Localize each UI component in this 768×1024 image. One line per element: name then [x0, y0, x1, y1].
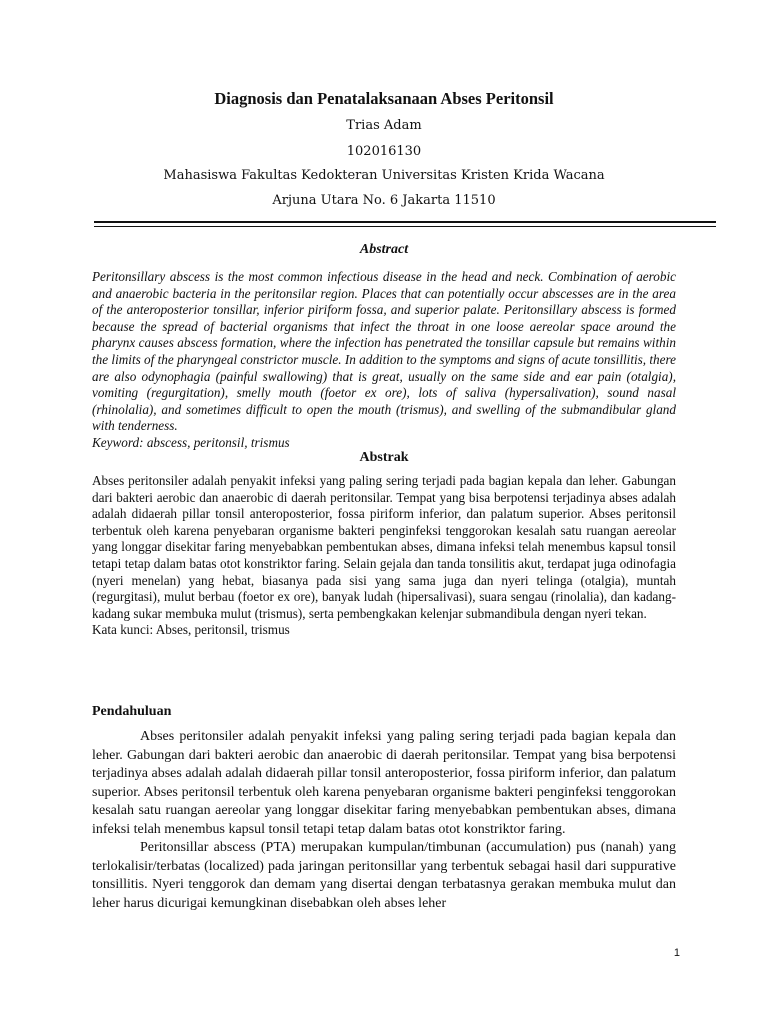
abstract-id-text: Abses peritonsiler adalah penyakit infeksi yang paling sering terjadi pada bagian kepala dan leher. Gabungan dari bakteri aerobic dan anaerobic di daerah peritonsilar. Tempat yang bisa berpotensi terjadinya abses adalah adalah didaerah pillar tonsil anteroposterior, fossa piriform inferior, dan palatum superior. Abses peritonsil terbentuk oleh karena penyebaran organisme bakteri penginfeksi tenggorokan kesalah satu ruangan aereolar yang longgar disekitar faring menyebabkan pembentukan abses, dimana infeksi telah menembus kapsul tonsil tetapi tetap dalam batas otot konstriktor faring. Selain gejala dan tanda tonsilitis akut, terdapat juga odinofagia (nyeri menelan) yang hebat, biasanya pada sisi yang sama juga dan nyeri telinga (otalgia), muntah (regurgitasi), mulut berbau (foetor ex ore), banyak ludah (hipersalivasi), suara sengau (rinolalia), dan kadang-kadang sukar membuka mulut (trismus), serta pembengkakan kelenjar submandibula dengan nyeri tekan.	[92, 473, 676, 621]
header-divider	[94, 221, 716, 223]
affiliation: Mahasiswa Fakultas Kedokteran Universitas Kristen Krida Wacana	[163, 168, 605, 183]
abstract-en-body	[92, 269, 676, 452]
abstract-id-heading: Abstrak	[359, 450, 409, 465]
abstract-id-keywords: Kata kunci: Abses, peritonsil, trismus	[92, 622, 290, 638]
introduction-body	[92, 728, 676, 913]
abstract-id-body	[92, 473, 676, 639]
introduction-paragraph: Peritonsillar abscess (PTA) merupakan kumpulan/timbunan (accumulation) pus (nanah) yang terlokalisir/terbatas (localized) pada jaringan peritonsillar yang terbentuk sebagai hasil dari suppurative tonsillitis. Nyeri tenggorok dan demam yang disertai dengan terbatasnya gerakan membuka mulut dan leher harus dicurigai kemungkinan disebabkan oleh abses leher	[92, 840, 676, 911]
introduction-heading: Pendahuluan	[92, 704, 172, 719]
author-name: Trias Adam	[346, 118, 422, 133]
abstract-en-heading: Abstract	[359, 242, 409, 257]
page-number: 1	[673, 947, 680, 959]
abstract-en-text: Peritonsillary abscess is the most common infectious disease in the head and neck. Combination of aerobic and anaerobic bacteria in the peritonsilar region. Places that can potentially occur abscesses are in the area of the anteroposterior tonsillar, inferior piriform fossa, and superior palate. Peritonsillary abscess is formed because the spread of bacterial organisms that infect the throat in one loose aereolar space around the pharynx causes abscess formation, where the infection has penetrated the tonsillar capsule but remains within the limits of the pharyngeal constrictor muscle. In addition to the symptoms and signs of acute tonsillitis, there are also odynophagia (painful swallowing) that is great, usually on the same side and ear pain (otalgia), vomiting (regurgitation), smelly mouth (foetor ex ore), lots of saliva (hypersalivation), sound nasal (rhinolalia), and sometimes difficult to open the mouth (trismus), and swelling of the submandibular gland with tenderness.	[92, 269, 676, 434]
abstract-en-keywords: Keyword: abscess, peritonsil, trismus	[92, 434, 290, 450]
header-divider-thin	[94, 226, 716, 227]
student-id: 102016130	[346, 144, 422, 159]
introduction-paragraph: Abses peritonsiler adalah penyakit infeksi yang paling sering terjadi pada bagian kepala dan leher. Gabungan dari bakteri aerobic dan anaerobic di daerah peritonsilar. Tempat yang bisa berpotensi terjadinya abses adalah adalah didaerah pillar tonsil anteroposterior, fossa piriform inferior, dan palatum superior. Abses peritonsil terbentuk oleh karena penyebaran organisme bakteri penginfeksi tenggorokan kesalah satu ruangan aereolar yang longgar disekitar faring menyebabkan pembentukan abses, dimana infeksi telah menembus kapsul tonsil tetapi tetap dalam batas otot konstriktor faring.	[92, 729, 676, 837]
paper-title: Diagnosis dan Penatalaksanaan Abses Peritonsil	[214, 89, 554, 108]
address: Arjuna Utara No. 6 Jakarta 11510	[272, 193, 496, 208]
